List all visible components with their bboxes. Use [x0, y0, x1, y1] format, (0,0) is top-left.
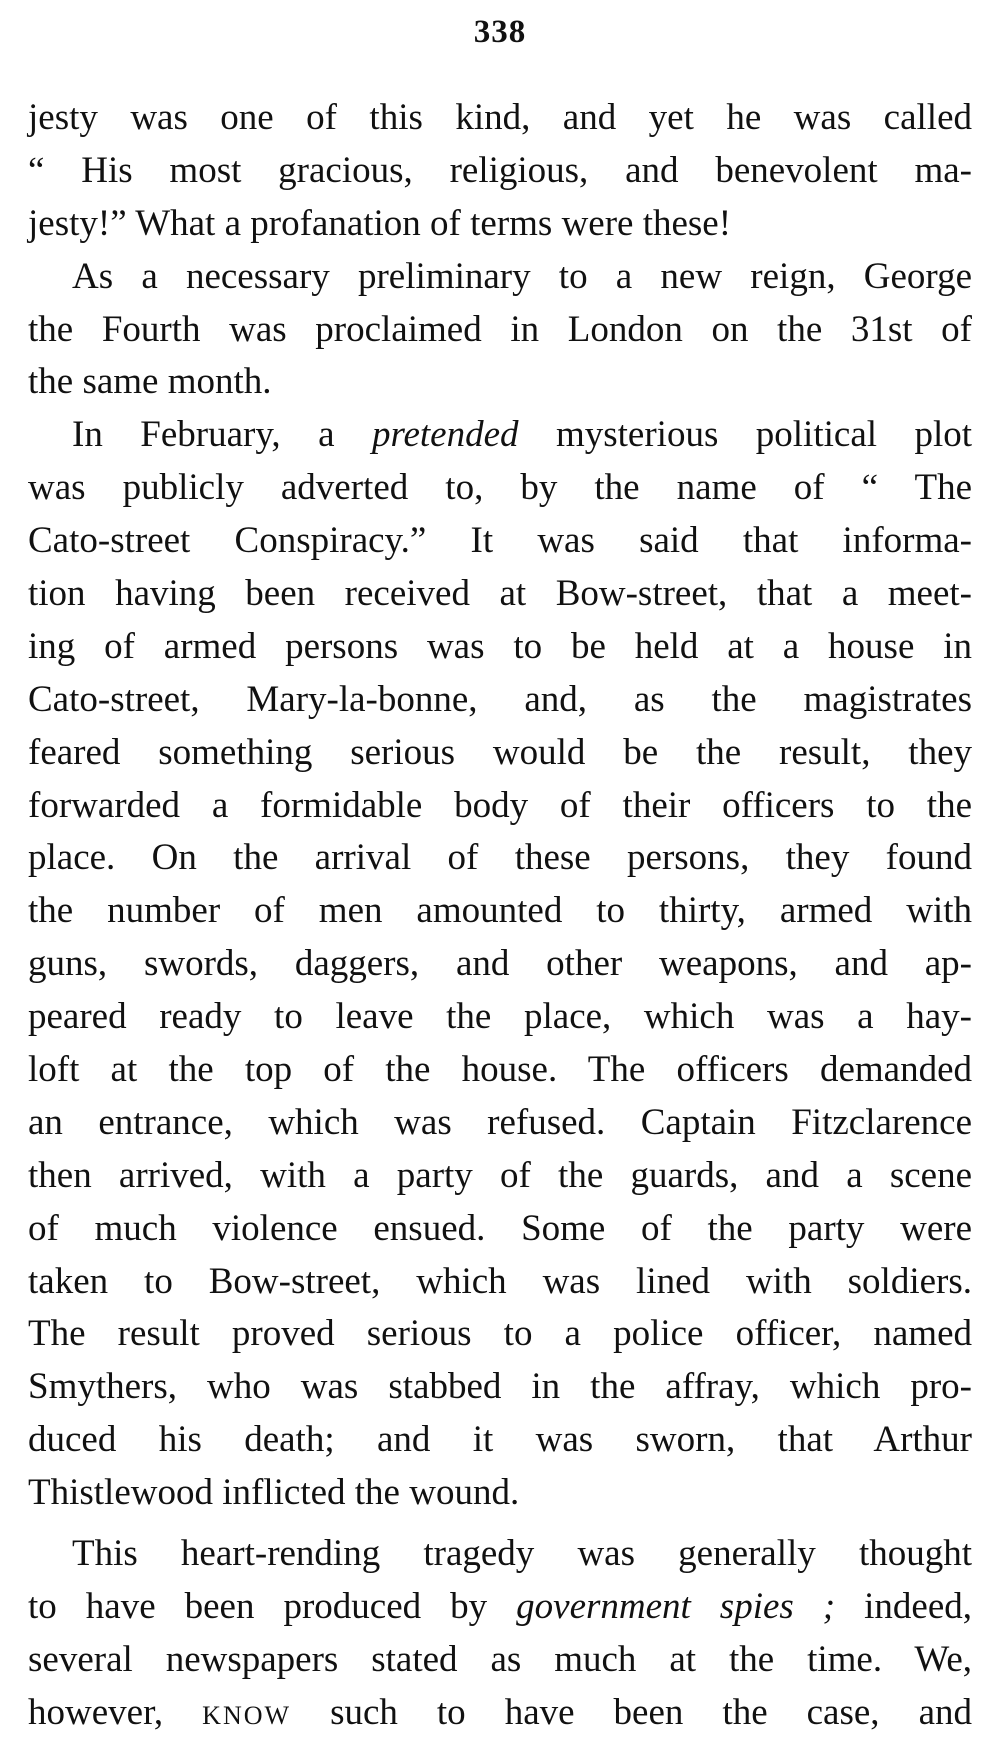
text-run: an entrance, which was refused. Captain Fitzclarence	[28, 1101, 972, 1143]
text-run: “ His most gracious, religious, and benevolent ma-	[28, 149, 972, 191]
text-line	[28, 515, 972, 568]
text-line	[28, 885, 972, 938]
text-line	[28, 1044, 972, 1097]
text-run: the number of men amounted to thirty, armed with	[28, 890, 972, 932]
text-run: forwarded a formidable body of their officers to the	[28, 784, 972, 826]
text-line	[28, 198, 972, 251]
text-line	[28, 674, 972, 727]
small-caps-text: KNOW	[202, 1700, 292, 1730]
text-line	[28, 1308, 972, 1361]
text-run: of much violence ensued. Some of the party were	[28, 1207, 972, 1249]
text-line	[28, 1256, 972, 1309]
text-run: In February, a	[72, 414, 372, 456]
text-line	[28, 1528, 972, 1581]
text-line	[28, 727, 972, 780]
text-run: guns, swords, daggers, and other weapons, and ap-	[28, 943, 972, 985]
text-line	[28, 938, 972, 991]
text-line	[28, 832, 972, 885]
text-run: jesty was one of this kind, and yet he was called	[28, 97, 972, 138]
text-line	[28, 568, 972, 621]
text-run: feared something serious would be the result, they	[28, 731, 972, 773]
text-run: indeed,	[835, 1585, 972, 1627]
text-run: the same month.	[28, 361, 272, 403]
text-run: the Fourth was proclaimed in London on the 31st of	[28, 308, 972, 350]
text-line	[28, 145, 972, 198]
text-run: ing of armed persons was to be held at a house in	[28, 625, 972, 667]
text-line	[28, 1361, 972, 1414]
text-line	[28, 1634, 972, 1687]
text-run: place. On the arrival of these persons, they found	[28, 837, 972, 879]
text-run: several newspapers stated as much at the time. We,	[28, 1638, 972, 1680]
text-run: then arrived, with a party of the guards, and a scene	[28, 1154, 972, 1196]
text-line	[28, 356, 972, 409]
text-line	[28, 1581, 972, 1634]
text-run: Smythers, who was stabbed in the affray, which pro-	[28, 1366, 972, 1408]
text-run: duced his death; and it was sworn, that Arthur	[28, 1419, 972, 1461]
text-run: tion having been received at Bow-street, that a meet-	[28, 573, 972, 615]
text-line	[28, 92, 972, 145]
text-run: The result proved serious to a police officer, named	[28, 1313, 972, 1355]
text-run: As a necessary preliminary to a new reign, George	[72, 255, 972, 297]
text-line	[28, 1097, 972, 1150]
text-run: was publicly adverted to, by the name of “ The	[28, 467, 972, 509]
text-run: Cato-street Conspiracy.” It was said that informa-	[28, 520, 972, 562]
text-run: peared ready to leave the place, which was a hay-	[28, 996, 972, 1038]
text-line	[28, 304, 972, 357]
text-run: Thistlewood inflicted the wound.	[28, 1472, 520, 1514]
text-run: This heart-rending tragedy was generally thought	[72, 1533, 972, 1575]
text-run: to have been produced by	[28, 1585, 517, 1627]
text-run: jesty!” What a profanation of terms were these!	[28, 202, 732, 244]
body-text	[28, 92, 972, 1740]
text-line	[28, 991, 972, 1044]
italic-text: government spies ;	[516, 1585, 836, 1627]
text-run: Cato-street, Mary-la-bonne, and, as the magistrates	[28, 678, 972, 720]
text-line	[28, 780, 972, 833]
text-run: mysterious political plot	[518, 414, 973, 456]
text-line	[28, 409, 972, 462]
text-line	[28, 1467, 972, 1520]
text-line	[28, 462, 972, 515]
page-number: 338	[473, 14, 527, 50]
text-line	[28, 251, 972, 304]
text-line	[28, 1203, 972, 1256]
text-line	[28, 621, 972, 674]
text-run: taken to Bow-street, which was lined with soldiers.	[28, 1260, 972, 1302]
italic-text: pretended	[371, 414, 519, 456]
text-run: however,	[28, 1691, 203, 1733]
text-run: loft at the top of the house. The officers demanded	[28, 1049, 972, 1091]
text-run: such to have been the case, and	[291, 1691, 972, 1733]
text-line	[28, 1414, 972, 1467]
text-line	[28, 1687, 972, 1740]
text-line	[28, 1150, 972, 1203]
